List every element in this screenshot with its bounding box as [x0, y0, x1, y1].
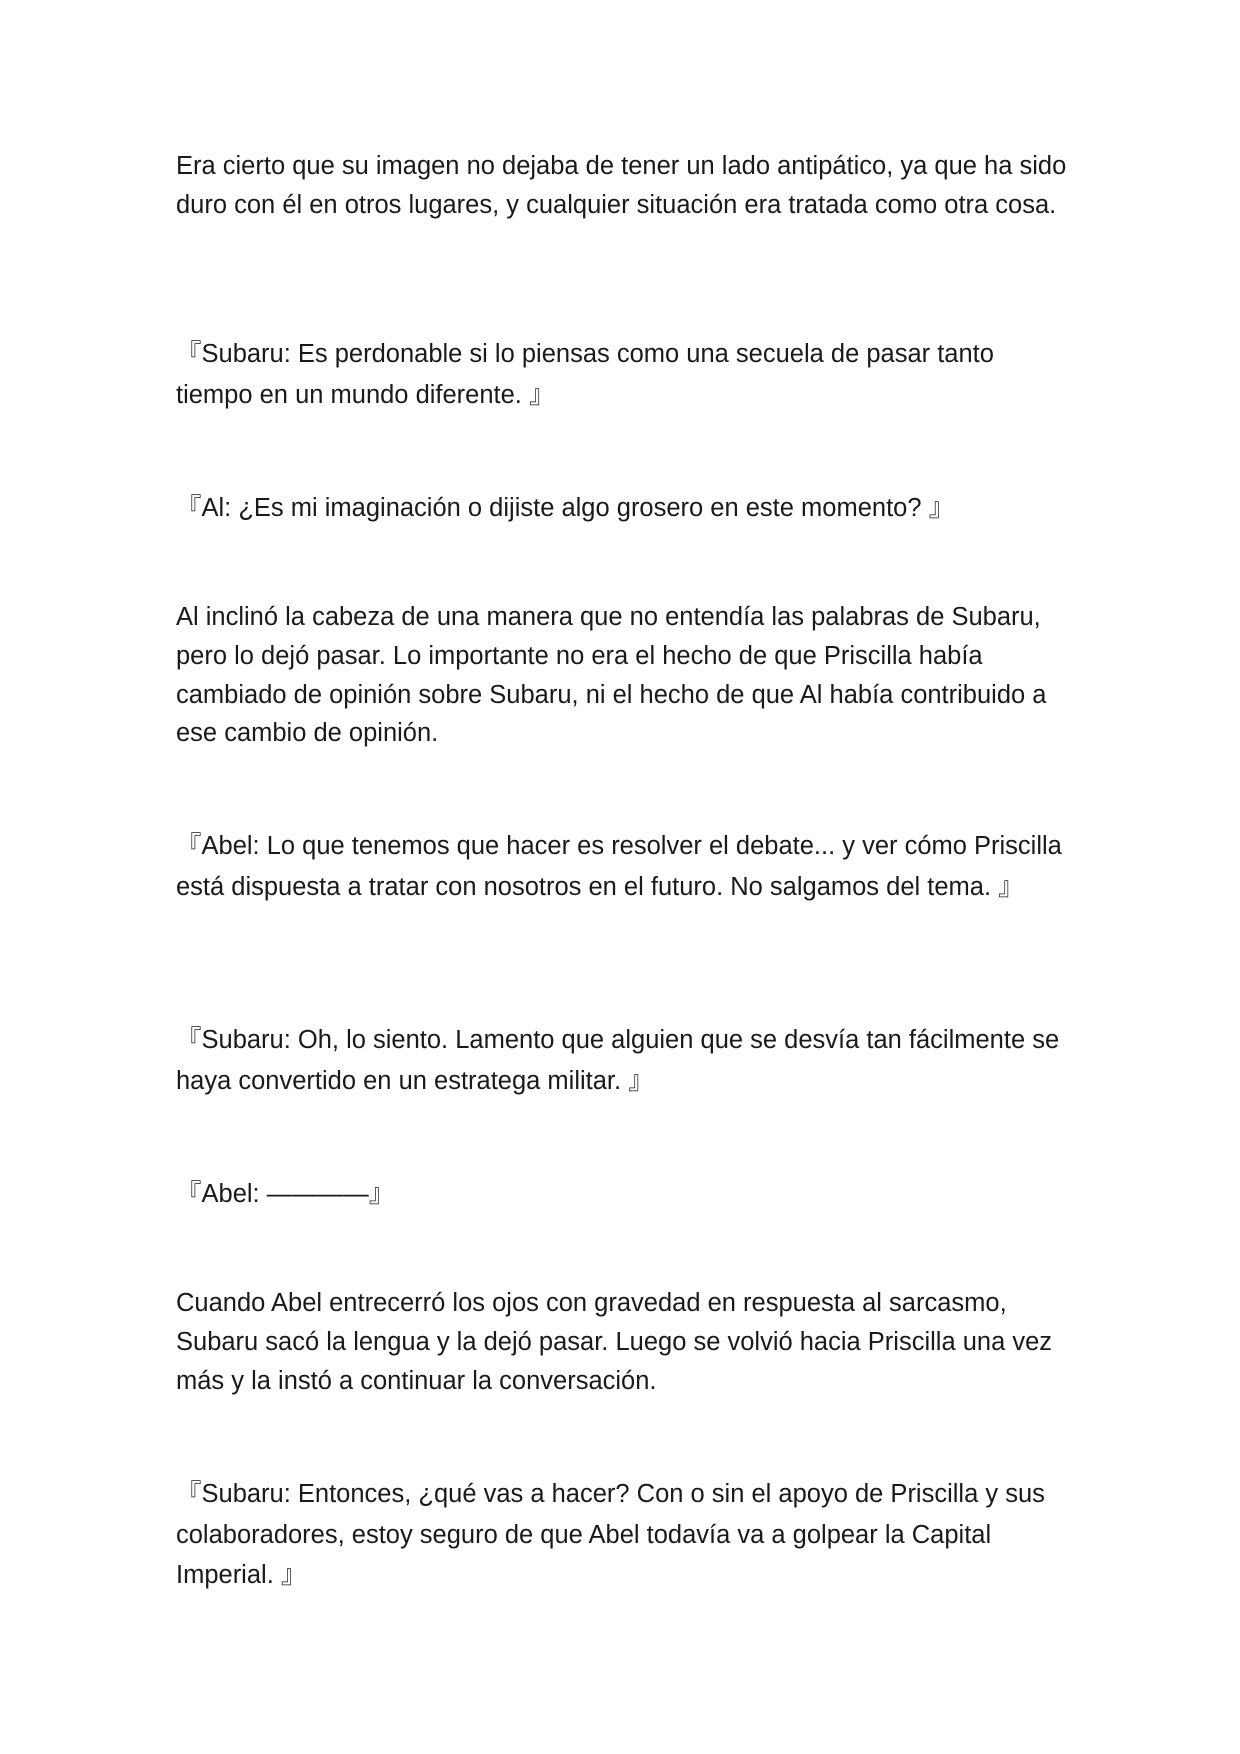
narration-paragraph: Al inclinó la cabeza de una manera que no entendía las palabras de Subaru, pero lo dejó pasar. Lo importante no era el hecho de que Priscilla había cambiado de opinión sobre Subaru, ni el hecho de que Al había contribuido a ese cambio de opinión. — [176, 603, 1047, 748]
narration-paragraph: Cuando Abel entrecerró los ojos con gravedad en respuesta al sarcasmo, Subaru sacó la lengua y la dejó pasar. Luego se volvió hacia Priscilla una vez más y la instó a continuar la conversación. — [176, 1289, 1053, 1395]
dialogue-line-subaru: 『Subaru: Entonces, ¿qué vas a hacer? Con o sin el apoyo de Priscilla y sus colaboradores, estoy seguro de que Abel todavía va a golpear la Capital Imperial. 』 — [176, 1480, 1045, 1589]
dialogue-line-abel: 『Abel: ————』 — [176, 1180, 395, 1208]
narration-paragraph: Era cierto que su imagen no dejaba de tener un lado antipático, ya que ha sido duro con él en otros lugares, y cualquier situación era tratada como otra cosa. — [176, 152, 1067, 219]
dialogue-line-subaru: 『Subaru: Oh, lo siento. Lamento que alguien que se desvía tan fácilmente se haya convertido en un estratega militar. 』 — [176, 1026, 1060, 1095]
dialogue-line-subaru: 『Subaru: Es perdonable si lo piensas como una secuela de pasar tanto tiempo en un mundo diferente. 』 — [176, 340, 994, 409]
dialogue-line-al: 『Al: ¿Es mi imaginación o dijiste algo grosero en este momento? 』 — [176, 494, 955, 522]
dialogue-line-abel: 『Abel: Lo que tenemos que hacer es resolver el debate... y ver cómo Priscilla está dispuesta a tratar con nosotros en el futuro. No salgamos del tema. 』 — [176, 832, 1062, 901]
